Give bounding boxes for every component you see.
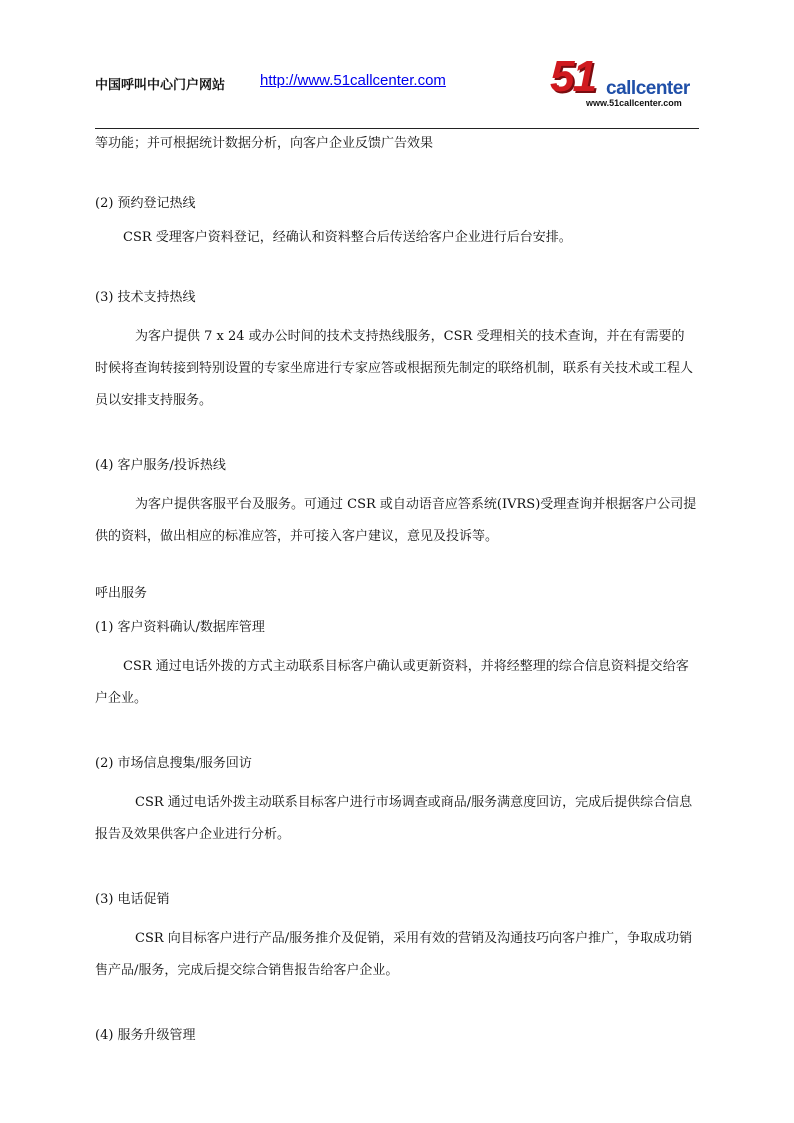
section-heading: (2) 预约登记热线: [95, 196, 196, 211]
paragraph: CSR 通过电话外拨主动联系目标客户进行市场调查或商品/服务满意度回访，完成后提供综合信息报告及效果供客户企业进行分析。: [95, 795, 693, 842]
section-heading: (1) 客户资料确认/数据库管理: [95, 620, 265, 635]
paragraph: 为客户提供客服平台及服务。可通过 CSR 或自动语音应答系统(IVRS)受理查询并根据客户公司提供的资料，做出相应的标准应答，并可接入客户建议，意见及投诉等。: [95, 497, 697, 544]
page-header: [95, 52, 699, 129]
logo-subtitle: www.51callcenter.com: [586, 98, 682, 108]
section-heading: (3) 电话促销: [95, 892, 170, 907]
section-title: 呼出服务: [95, 586, 148, 601]
paragraph: CSR 向目标客户进行产品/服务推介及促销，采用有效的营销及沟通技巧向客户推广，争取成功销售产品/服务，完成后提交综合销售报告给客户企业。: [95, 931, 693, 978]
paragraph: CSR 受理客户资料登记，经确认和资料整合后传送给客户企业进行后台安排。: [123, 230, 572, 245]
site-logo: [550, 52, 698, 110]
site-url-link[interactable]: http://www.51callcenter.com: [260, 72, 446, 89]
document-body: [95, 133, 697, 1047]
logo-word: callcenter: [606, 78, 690, 99]
paragraph: CSR 通过电话外拨的方式主动联系目标客户确认或更新资料，并将经整理的综合信息资料提交给客户企业。: [95, 659, 689, 706]
section-heading: (2) 市场信息搜集/服务回访: [95, 756, 252, 771]
paragraph: 等功能；并可根据统计数据分析，向客户企业反馈广告效果: [95, 136, 434, 151]
paragraph: 为客户提供 7 x 24 或办公时间的技术支持热线服务，CSR 受理相关的技术查询，并在有需要的时候将查询转接到特别设置的专家坐席进行专家应答或根据预先制定的联络机制，联系有关技术或工程人员以安排支持服务。: [95, 329, 694, 408]
logo-number: 51: [550, 52, 595, 101]
section-heading: (3) 技术支持热线: [95, 290, 196, 305]
site-name: 中国呼叫中心门户网站: [95, 78, 226, 93]
section-heading: (4) 客户服务/投诉热线: [95, 458, 226, 473]
section-heading: (4) 服务升级管理: [95, 1028, 196, 1043]
